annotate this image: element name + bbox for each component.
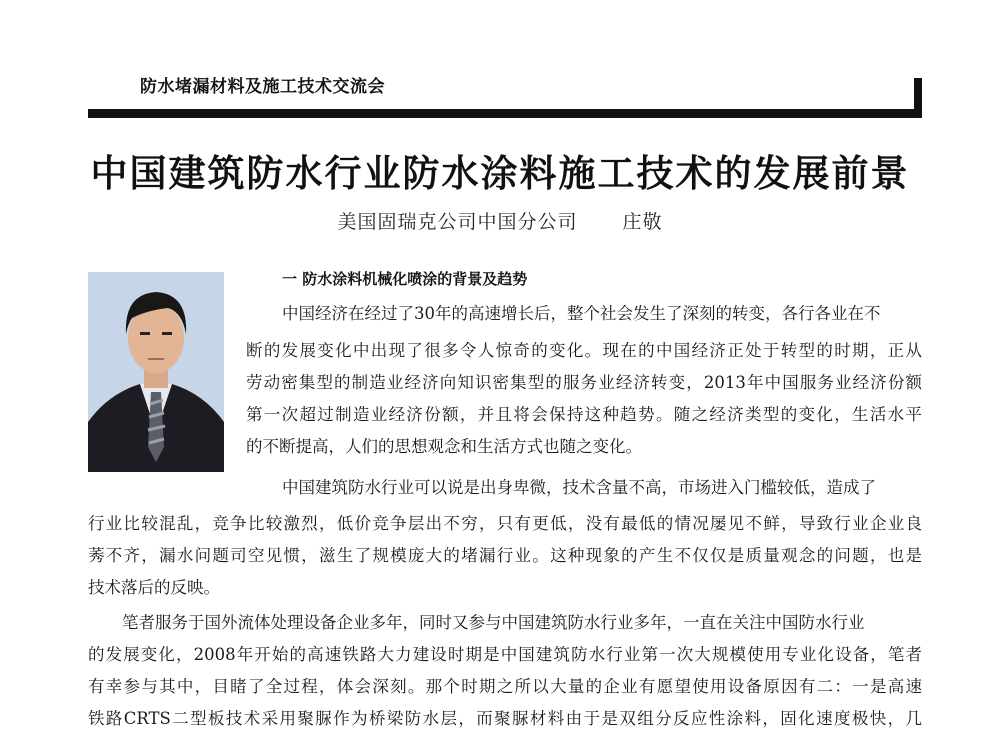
- article-title: 中国建筑防水行业防水涂料施工技术的发展前景: [90, 152, 910, 195]
- paragraph-2-line-3: 莠不齐，漏水问题司空见惯，滋生了规模庞大的堵漏行业。这种现象的产生不仅仅是质量观念的问题，也是: [88, 546, 922, 565]
- paragraph-1-line-4: 第一次超过制造业经济份额，并且将会保持这种趋势。随之经济类型的变化，生活水平: [246, 405, 922, 424]
- author-name: 庄敬: [622, 211, 663, 233]
- paragraph-3-line-2: 的发展变化，2008年开始的高速铁路大力建设时期是中国建筑防水行业第一次大规模使用专业化设备，笔者: [88, 645, 922, 664]
- author-affiliation: 美国固瑞克公司中国分公司: [337, 211, 578, 233]
- author-photo: [88, 272, 224, 472]
- paragraph-3-line-1: 笔者服务于国外流体处理设备企业多年，同时又参与中国建筑防水行业多年，一直在关注中国防水行业: [122, 613, 865, 632]
- paragraph-1-line-5: 的不断提高，人们的思想观念和生活方式也随之变化。: [246, 437, 642, 456]
- paragraph-1-line-2: 断的发展变化中出现了很多令人惊奇的变化。现在的中国经济正处于转型的时期，正从: [246, 341, 922, 360]
- paragraph-2-line-2: 行业比较混乱，竞争比较激烈，低价竞争层出不穷，只有更低，没有最低的情况屡见不鲜，导致行业企业良: [88, 514, 922, 533]
- paragraph-1-line-3: 劳动密集型的制造业经济向知识密集型的服务业经济转变，2013年中国服务业经济份额: [246, 373, 922, 392]
- paragraph-1-line-1: 中国经济在经过了30年的高速增长后，整个社会发生了深刻的转变，各行各业在不: [282, 304, 881, 323]
- byline: [0, 207, 1000, 234]
- author-portrait-image: [88, 272, 224, 472]
- header-rule-horizontal: [88, 109, 922, 118]
- paragraph-3-line-4: 铁路CRTS二型板技术采用聚脲作为桥梁防水层，而聚脲材料由于是双组分反应性涂料，固化速度极快，几: [88, 709, 922, 728]
- section-heading: 一 防水涂料机械化喷涂的背景及趋势: [282, 270, 528, 288]
- paragraph-2-line-4: 技术落后的反映。: [88, 578, 220, 597]
- paragraph-3-line-3: 有幸参与其中，目睹了全过程，体会深刻。那个时期之所以大量的企业有愿望使用设备原因有二：一是高速: [88, 677, 922, 696]
- running-header: [0, 0, 1000, 125]
- running-header-text: 防水堵漏材料及施工技术交流会: [140, 77, 385, 97]
- paragraph-2-line-1: 中国建筑防水行业可以说是出身卑微，技术含量不高，市场进入门槛较低，造成了: [282, 478, 876, 497]
